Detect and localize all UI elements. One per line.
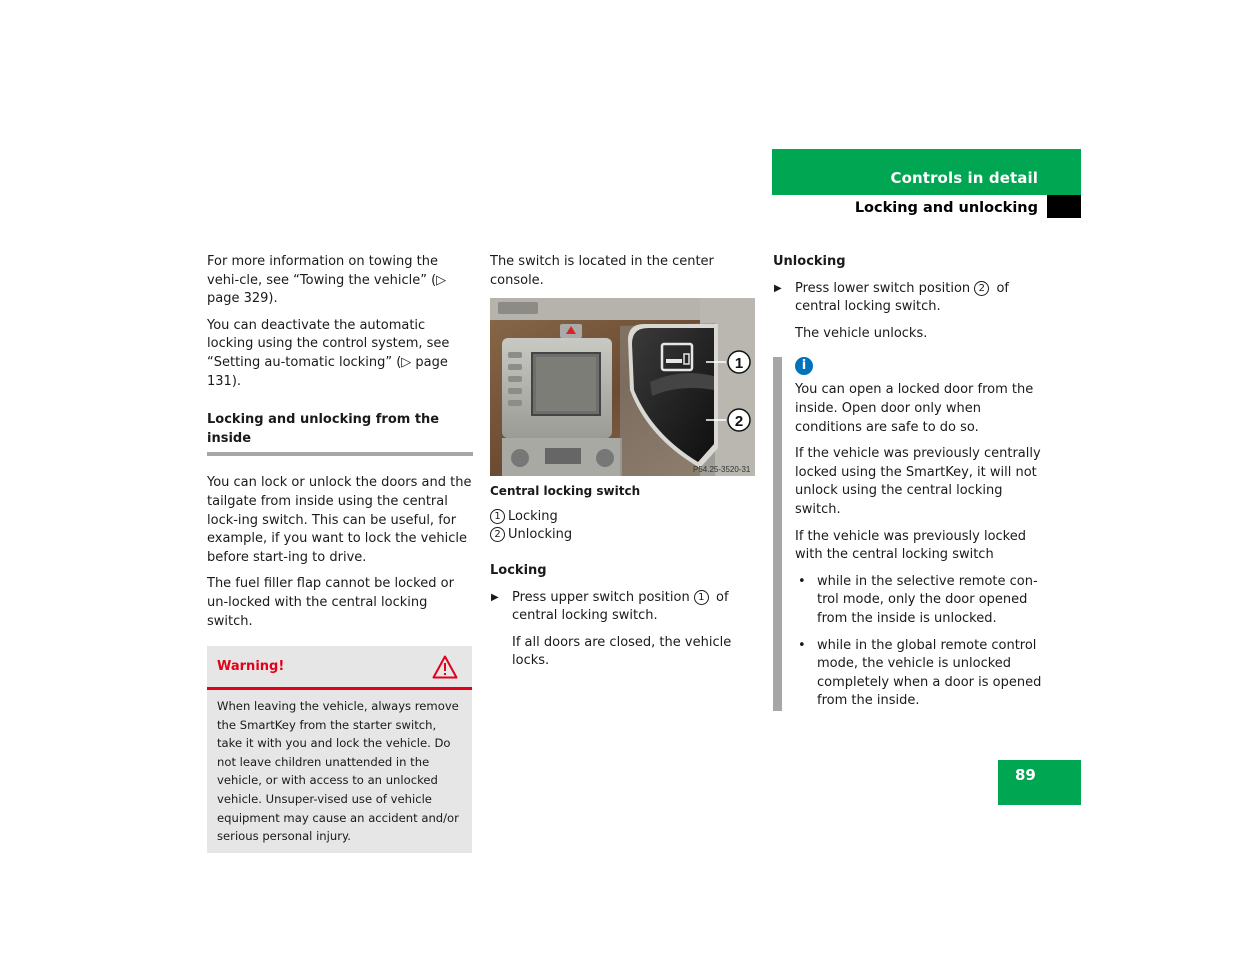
paragraph-inside-locking: You can lock or unlock the doors and the tailgate from inside using the central lock-ing switch. This can be useful, for example, if you want to lock the vehicle before start-ing to drive. bbox=[207, 475, 472, 565]
info-box bbox=[773, 357, 1043, 711]
figure-caption: Central locking switch bbox=[490, 484, 641, 499]
legend-item bbox=[490, 526, 756, 545]
warning-box bbox=[207, 646, 472, 853]
column-middle bbox=[490, 253, 756, 679]
figure-code: P54.25-3520-31 bbox=[693, 465, 751, 475]
section-header-tab bbox=[772, 149, 1081, 195]
switch-location-text: The switch is located in the center console. bbox=[490, 254, 714, 288]
subsection-title: Locking and unlocking bbox=[854, 200, 1038, 216]
arrow-bullet-icon: ▶ bbox=[774, 282, 782, 294]
locking-step bbox=[490, 589, 756, 626]
step-text: Press lower switch position bbox=[795, 280, 971, 296]
page-number: 89 bbox=[1015, 766, 1036, 784]
unlocking-step bbox=[773, 280, 1043, 317]
column-right bbox=[773, 253, 1043, 711]
paragraph-towing: For more information on towing the vehi-cle, see “Towing the vehicle” (▷ page 329). bbox=[207, 254, 447, 307]
callout-1: 1 bbox=[734, 355, 744, 373]
info-paragraph: If the vehicle was previously locked with the central locking switch bbox=[795, 528, 1026, 563]
legend-number: 1 bbox=[490, 509, 505, 524]
header-marker bbox=[1047, 195, 1081, 218]
legend-label: Locking bbox=[508, 508, 558, 524]
unlocking-result: The vehicle unlocks. bbox=[795, 325, 928, 341]
bullet-text: while in the global remote control mode, the vehicle is unlocked completely when a door is opened from the inside. bbox=[817, 637, 1042, 709]
info-bullet: • while in the selective remote con-trol mode, only the door opened from the inside is unlocked. bbox=[798, 573, 1038, 626]
unlocking-heading: Unlocking bbox=[773, 254, 846, 269]
legend-label: Unlocking bbox=[508, 527, 573, 543]
step-number: 1 bbox=[694, 590, 709, 605]
callout-2: 2 bbox=[734, 413, 744, 431]
page-number-tab bbox=[998, 760, 1081, 805]
arrow-bullet-icon: ▶ bbox=[491, 591, 499, 603]
warning-triangle-icon bbox=[432, 655, 458, 679]
console-illustration bbox=[490, 298, 755, 476]
info-bullet: • while in the global remote control mode, the vehicle is unlocked completely when a door is opened from the inside. bbox=[798, 637, 1042, 709]
info-icon: i bbox=[795, 357, 813, 375]
info-paragraph: You can open a locked door from the inside. Open door only when conditions are safe to do so. bbox=[795, 382, 1034, 435]
legend-item bbox=[490, 508, 756, 527]
warning-header bbox=[207, 646, 472, 690]
locking-heading: Locking bbox=[490, 562, 547, 578]
locking-result: If all doors are closed, the vehicle locks. bbox=[512, 634, 732, 669]
central-locking-switch-photo bbox=[490, 298, 755, 476]
step-text: Press upper switch position bbox=[512, 589, 690, 605]
paragraph-fuel-flap: The fuel filler flap cannot be locked or un-locked with the central locking switch. bbox=[207, 576, 454, 629]
paragraph-auto-locking: You can deactivate the automatic locking using the control system, see “Setting au-tomatic locking” (▷ page 131). bbox=[207, 317, 450, 389]
info-sidebar bbox=[773, 357, 782, 711]
step-number: 2 bbox=[974, 281, 989, 296]
info-paragraph: If the vehicle was previously centrally locked using the SmartKey, it will not unlock using the central locking switch. bbox=[795, 446, 1041, 517]
section-title: Controls in detail bbox=[890, 169, 1038, 187]
section-heading: Locking and unlocking from the inside bbox=[207, 411, 473, 456]
warning-label: Warning! bbox=[217, 659, 285, 675]
step-text: of central locking switch. bbox=[512, 589, 729, 624]
step-text: of central locking switch. bbox=[795, 280, 1009, 315]
legend-number: 2 bbox=[490, 527, 505, 542]
column-left bbox=[207, 253, 473, 853]
warning-text: When leaving the vehicle, always remove the SmartKey from the starter switch, take it with you and lock the vehicle. Do not leave children unattended in the vehicle, or with access to an unlocked vehicle. Unsuper-vised use of vehicle equipment may cause an accident and/or serious personal injury. bbox=[217, 699, 459, 844]
bullet-text: while in the selective remote con-trol mode, only the door opened from the inside is unlocked. bbox=[817, 573, 1038, 626]
